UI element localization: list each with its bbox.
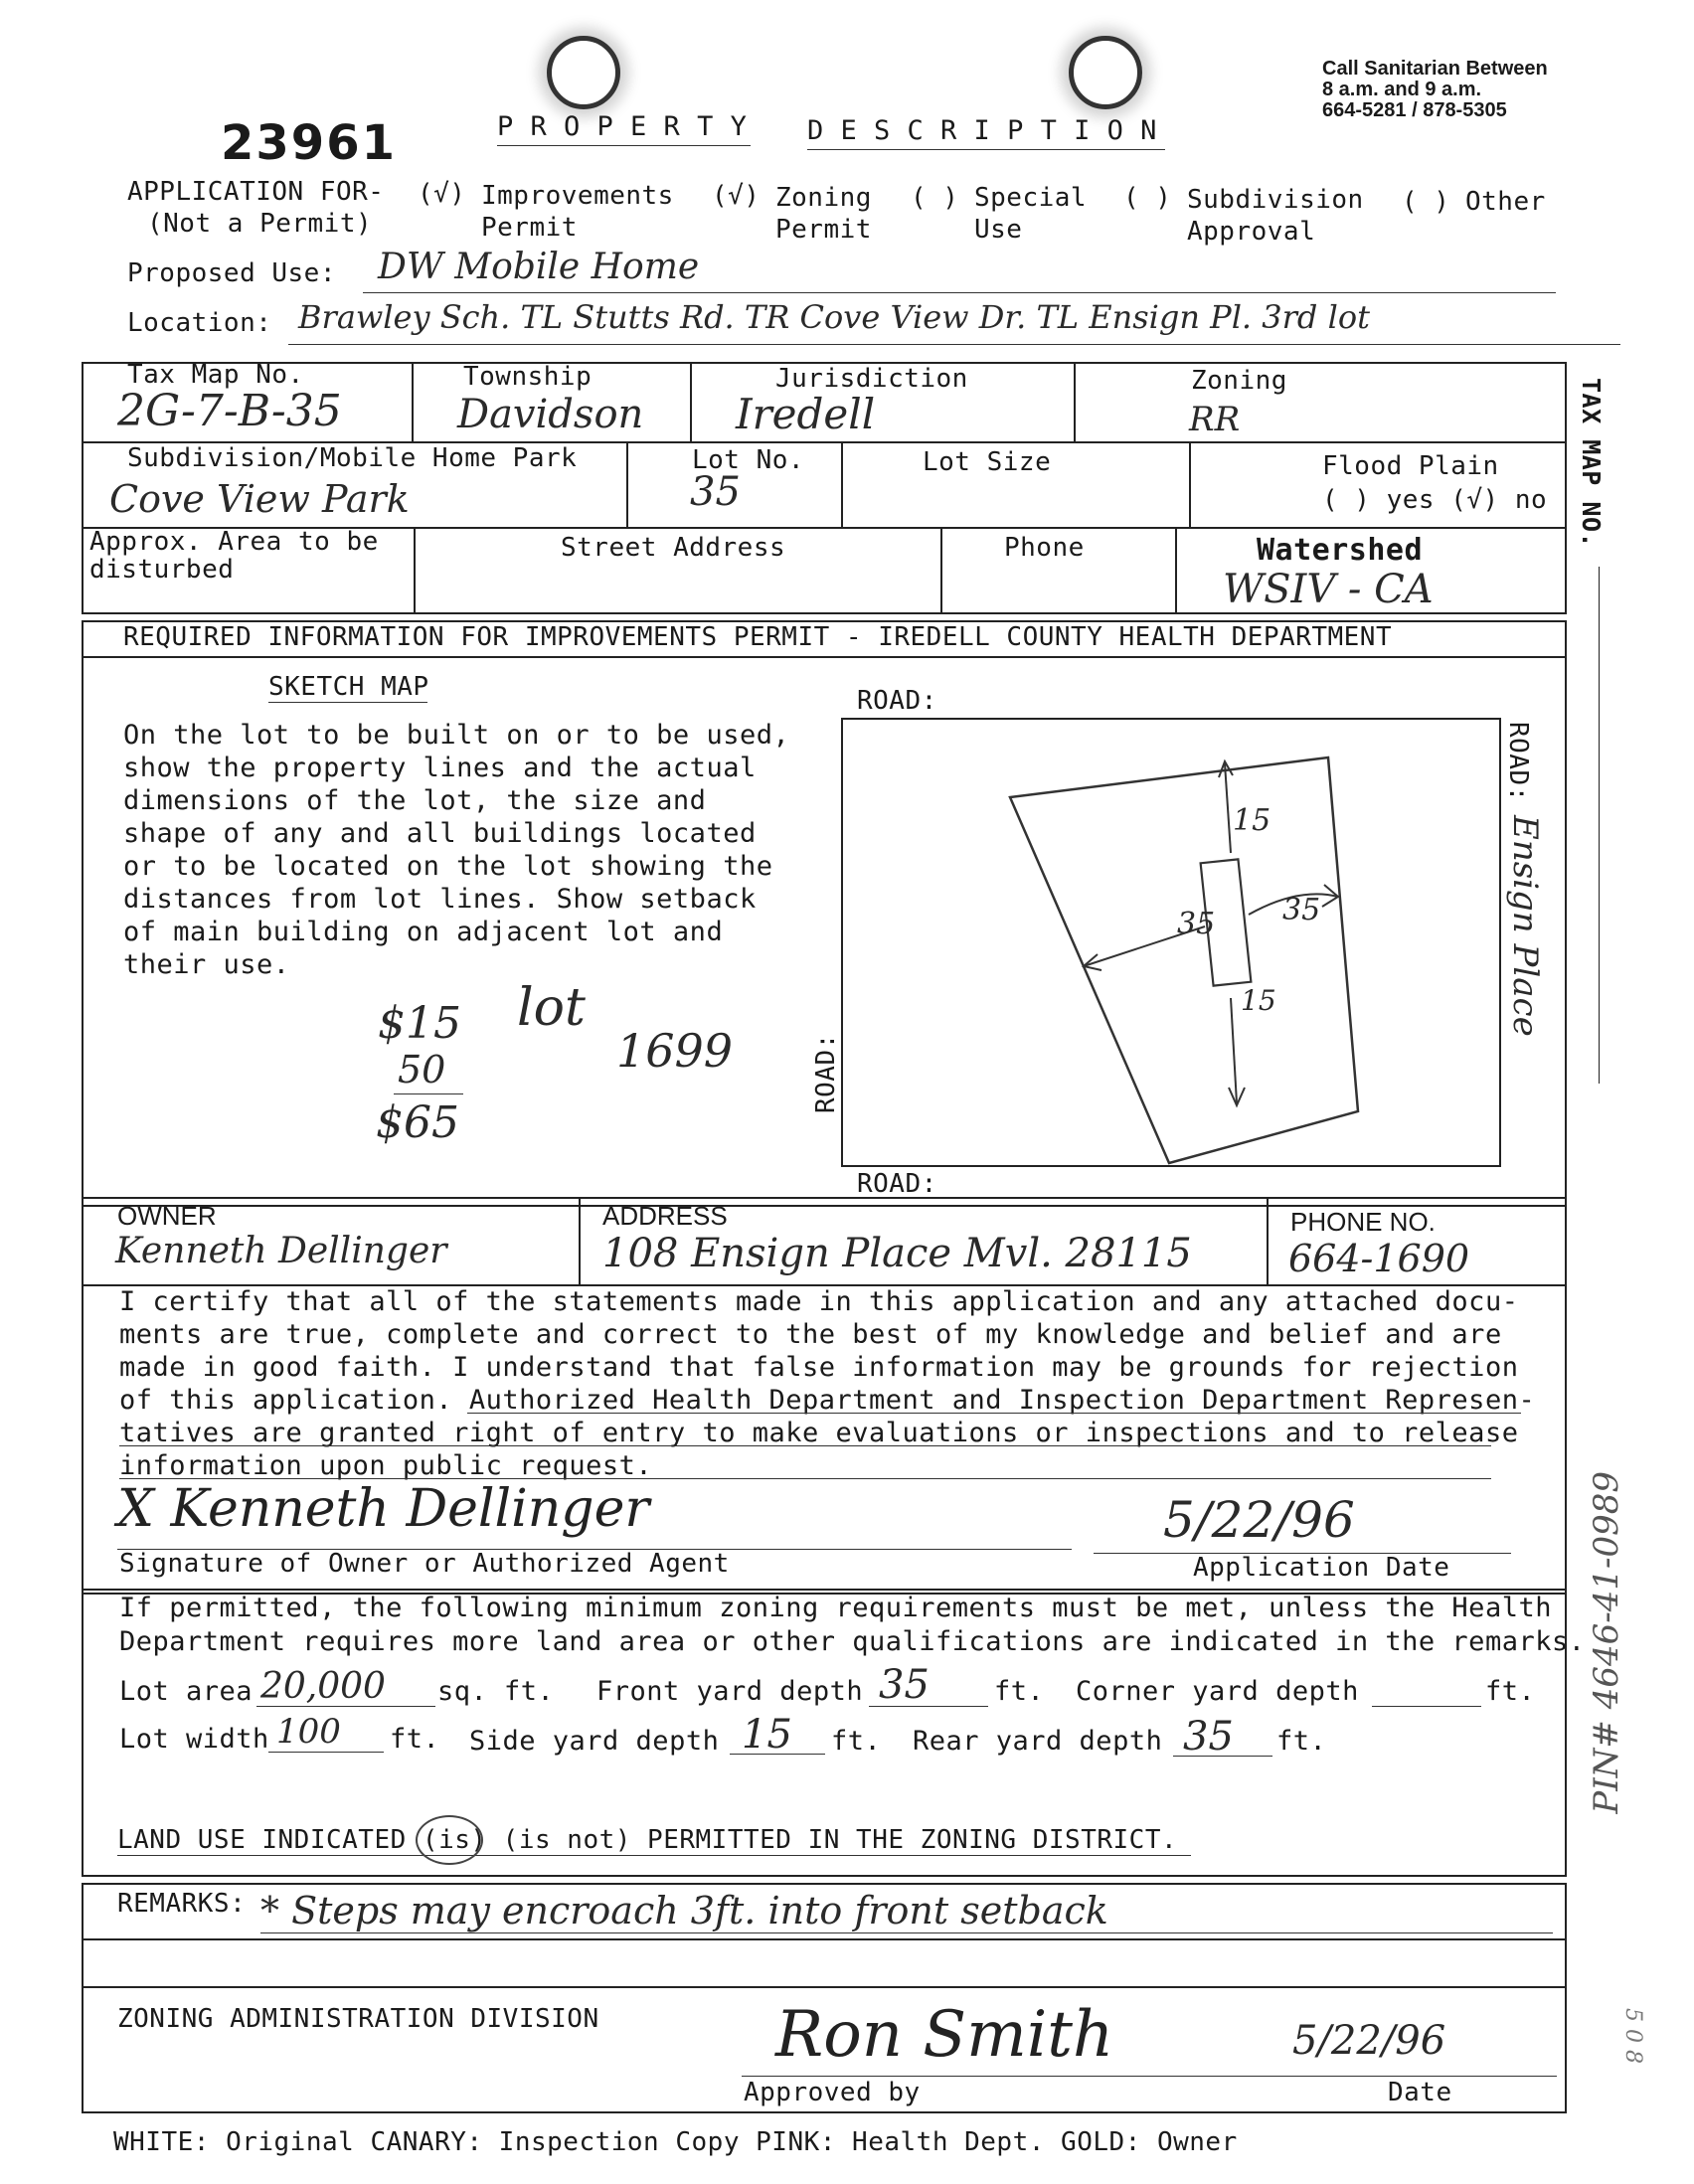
corner-yard-label: Corner yard depth <box>1076 1676 1359 1707</box>
sketch-instruction-8: their use. <box>123 949 290 980</box>
jurisdiction-value[interactable]: Iredell <box>736 390 876 438</box>
sketch-instruction-2: show the property lines and the actual <box>123 753 757 783</box>
subdivision-value[interactable]: Cove View Park <box>109 477 410 521</box>
area-disturbed-label-2: disturbed <box>89 555 235 585</box>
fee-amount-1: $15 <box>378 998 461 1049</box>
tax-map-no-side-label: TAX MAP NO. <box>1577 378 1606 549</box>
is-circle-mark <box>416 1815 483 1865</box>
road-top-label: ROAD: <box>857 686 937 716</box>
phone-no-label: PHONE NO. <box>1290 1207 1436 1237</box>
side-yard-label: Side yard depth <box>469 1726 720 1757</box>
lot-area-label: Lot area <box>119 1676 254 1707</box>
certify-line-3: made in good faith. I understand that false information may be grounds for rejection <box>119 1352 1519 1383</box>
grid-col-divider-7 <box>414 527 416 614</box>
front-yard-value[interactable]: 35 <box>879 1662 930 1708</box>
zoning-value[interactable]: RR <box>1189 400 1241 439</box>
area-disturbed-label-1: Approx. Area to be <box>89 527 379 557</box>
sketch-drawing <box>841 718 1501 1167</box>
other-checkbox[interactable]: ( ) <box>1402 187 1450 217</box>
approval-date-value[interactable]: 5/22/96 <box>1292 2018 1446 2064</box>
side-yard-unit: ft. <box>831 1726 882 1757</box>
grid-col-divider-4 <box>626 441 628 527</box>
grid-col-divider-2 <box>690 362 692 441</box>
corner-yard-unit: ft. <box>1485 1676 1536 1707</box>
sketch-instruction-7: of main building on adjacent lot and <box>123 917 724 947</box>
improvements-permit-label-2: Permit <box>481 213 578 243</box>
township-value[interactable]: Davidson <box>457 392 644 437</box>
rear-yard-value[interactable]: 35 <box>1183 1714 1234 1760</box>
copy-distribution-footer: WHITE: Original CANARY: Inspection Copy PINK: Health Dept. GOLD: Owner <box>113 2127 1238 2157</box>
address-value[interactable]: 108 Ensign Place Mvl. 28115 <box>602 1231 1192 1276</box>
remarks-divider-1 <box>82 1938 1567 1940</box>
fee-total: $65 <box>376 1097 459 1148</box>
special-use-label-2: Use <box>974 215 1023 245</box>
phone-label: Phone <box>1004 533 1085 563</box>
location-label: Location: <box>127 308 272 338</box>
sketch-instruction-6: distances from lot lines. Show setback <box>123 884 757 915</box>
watershed-value[interactable]: WSIV - CA <box>1223 567 1434 612</box>
corner-yard-line[interactable] <box>1372 1706 1481 1707</box>
proposed-use-value[interactable]: DW Mobile Home <box>378 247 700 287</box>
lot-area-value[interactable]: 20,000 <box>260 1666 386 1707</box>
lot-no-label: Lot No. <box>692 445 805 475</box>
remarks-line <box>260 1932 1553 1933</box>
certify-line-1: I certify that all of the statements made in this application and any attached docu- <box>119 1286 1519 1317</box>
signature-label: Signature of Owner or Authorized Agent <box>119 1549 730 1579</box>
grid-col-divider-6 <box>1189 441 1191 527</box>
certify-line-4: of this application. Authorized Health Department and Inspection Department Represen- <box>119 1385 1536 1416</box>
tax-map-side-line <box>1599 567 1600 1084</box>
zoning-permit-checkbox[interactable]: (√) <box>712 181 761 211</box>
jurisdiction-label: Jurisdiction <box>775 364 968 394</box>
certify-line-5: tatives are granted right of entry to make evaluations or inspections and to release <box>119 1418 1519 1448</box>
sketch-map-title-underline <box>268 702 427 703</box>
proposed-use-label: Proposed Use: <box>127 258 336 288</box>
certify-underline-1 <box>467 1413 1521 1414</box>
approval-line <box>742 2076 1557 2077</box>
remarks-label: REMARKS: <box>117 1889 247 1919</box>
lot-no-value[interactable]: 35 <box>690 469 741 515</box>
zoning-intro-line-2: Department requires more land area or other qualifications are indicated in the remarks. <box>119 1626 1586 1657</box>
grid-col-divider-8 <box>940 527 942 614</box>
receipt-note-2: 1699 <box>616 1024 734 1078</box>
rear-yard-label: Rear yard depth <box>913 1726 1163 1757</box>
owner-label: OWNER <box>117 1201 217 1231</box>
front-yard-line <box>869 1706 988 1707</box>
side-yard-line <box>730 1754 825 1755</box>
lot-width-unit: ft. <box>390 1724 440 1755</box>
certify-line-6: information upon public request. <box>119 1450 653 1481</box>
address-label: ADDRESS <box>602 1201 728 1231</box>
required-heading-divider <box>82 656 1567 658</box>
special-use-checkbox[interactable]: ( ) <box>911 183 959 213</box>
road-bottom-label: ROAD: <box>857 1169 937 1199</box>
road-right-name: Ensign Place <box>1505 815 1545 1037</box>
subdivision-approval-checkbox[interactable]: ( ) <box>1123 183 1172 213</box>
flood-plain-label: Flood Plain <box>1322 451 1499 481</box>
title-underline-1 <box>497 145 751 146</box>
application-date-value[interactable]: 5/22/96 <box>1163 1491 1355 1549</box>
owner-col-divider-2 <box>1267 1197 1269 1284</box>
fee-sum-line <box>394 1093 463 1094</box>
remarks-divider-2 <box>82 1986 1567 1988</box>
improvements-permit-label-1: Improvements <box>481 181 674 211</box>
required-info-heading: REQUIRED INFORMATION FOR IMPROVEMENTS PERMIT - IREDELL COUNTY HEALTH DEPARTMENT <box>123 622 1393 652</box>
zoning-admin-division: ZONING ADMINISTRATION DIVISION <box>117 2004 599 2034</box>
approver-signature[interactable]: Ron Smith <box>775 1998 1114 2072</box>
side-yard-value[interactable]: 15 <box>742 1712 792 1758</box>
lot-width-label: Lot width <box>119 1724 269 1755</box>
rear-yard-unit: ft. <box>1276 1726 1327 1757</box>
receipt-note-1: lot <box>517 978 586 1038</box>
remarks-value[interactable]: * Steps may encroach 3ft. into front setback <box>260 1889 1108 1932</box>
document-number: 23961 <box>221 115 397 171</box>
sketch-instruction-3: dimensions of the lot, the size and <box>123 785 707 816</box>
rear-yard-line <box>1173 1756 1272 1757</box>
location-value[interactable]: Brawley Sch. TL Stutts Rd. TR Cove View Dr. TL Ensign Pl. 3rd lot <box>298 298 1370 336</box>
zoning-permit-label-1: Zoning <box>775 183 872 213</box>
setback-left-dim: 35 <box>1177 907 1216 941</box>
front-yard-unit: ft. <box>994 1676 1045 1707</box>
owner-col-divider-1 <box>579 1197 581 1284</box>
proposed-use-line <box>363 292 1556 293</box>
grid-col-divider-5 <box>841 441 843 527</box>
front-yard-label: Front yard depth <box>596 1676 864 1707</box>
township-label: Township <box>463 362 593 392</box>
sketch-instruction-4: shape of any and all buildings located <box>123 818 757 849</box>
lot-size-label: Lot Size <box>923 447 1052 477</box>
approval-date-label: Date <box>1388 2078 1452 2107</box>
title-underline-2 <box>807 149 1165 150</box>
other-label: Other <box>1465 187 1546 217</box>
sketch-instruction-1: On the lot to be built on or to be used, <box>123 720 790 751</box>
page-title-part-2: D E S C R I P T I O N <box>807 115 1157 146</box>
pin-margin-note: PIN# 4646-41-0989 <box>1587 1471 1626 1814</box>
application-date-label: Application Date <box>1193 1553 1450 1583</box>
page-title-part-1: P R O P E R T Y <box>497 111 748 142</box>
street-address-label: Street Address <box>561 533 786 563</box>
road-left-label: ROAD: <box>811 1033 841 1113</box>
flood-plain-options[interactable]: ( ) yes (√) no <box>1322 485 1548 515</box>
land-use-underline <box>117 1855 1191 1856</box>
certify-line-2: ments are true, complete and correct to the best of my knowledge and belief and are <box>119 1319 1502 1350</box>
call-note-line-3: 664-5281 / 878-5305 <box>1322 99 1507 121</box>
lot-area-line <box>256 1706 435 1707</box>
approved-by-label: Approved by <box>744 2078 921 2107</box>
tax-map-label: Tax Map No. <box>127 360 304 390</box>
zoning-label: Zoning <box>1191 366 1287 396</box>
punch-hole-right <box>1069 36 1142 109</box>
sketch-instruction-5: or to be located on the lot showing the <box>123 851 773 882</box>
subdivision-approval-label-1: Subdivision <box>1187 185 1364 215</box>
tax-map-value[interactable]: 2G-7-B-35 <box>117 386 342 436</box>
call-note-line-1: Call Sanitarian Between <box>1322 58 1548 80</box>
grid-col-divider-3 <box>1074 362 1076 441</box>
subdivision-approval-label-2: Approval <box>1187 217 1316 247</box>
improvements-permit-checkbox[interactable]: (√) <box>418 179 466 209</box>
owner-signature[interactable]: X Kenneth Dellinger <box>117 1479 650 1539</box>
punch-hole-left <box>547 36 620 109</box>
fee-amount-2: 50 <box>398 1048 446 1092</box>
lot-width-value[interactable]: 100 <box>276 1712 341 1752</box>
special-use-label-1: Special <box>974 183 1088 213</box>
call-note-line-2: 8 a.m. and 9 a.m. <box>1322 79 1482 100</box>
setback-rear-dim: 15 <box>1241 984 1276 1017</box>
certify-underline-2 <box>119 1445 1491 1446</box>
application-for-label: APPLICATION FOR- <box>127 177 385 207</box>
not-a-permit-label: (Not a Permit) <box>147 209 373 239</box>
phone-no-value[interactable]: 664-1690 <box>1288 1237 1470 1280</box>
subdivision-label: Subdivision/Mobile Home Park <box>127 443 578 473</box>
setback-right-dim: 35 <box>1282 893 1321 927</box>
lot-outline <box>1010 757 1358 1163</box>
margin-numbers: 5 0 8 <box>1620 2008 1645 2064</box>
land-use-statement: LAND USE INDICATED (is) (is not) PERMITTED IN THE ZONING DISTRICT. <box>117 1825 1178 1855</box>
watershed-label: Watershed <box>1257 533 1424 568</box>
grid-col-divider-9 <box>1175 527 1177 614</box>
road-right-label: ROAD: <box>1503 722 1533 802</box>
lot-area-unit: sq. ft. <box>437 1676 555 1707</box>
grid-col-divider-1 <box>412 362 414 441</box>
setback-front-dim: 15 <box>1233 803 1271 838</box>
zoning-intro-line-1: If permitted, the following minimum zoning requirements must be met, unless the Health <box>119 1593 1552 1623</box>
location-line <box>288 344 1620 345</box>
lot-width-line <box>268 1752 384 1753</box>
zoning-permit-label-2: Permit <box>775 215 872 245</box>
owner-value[interactable]: Kenneth Dellinger <box>115 1231 447 1271</box>
sketch-map-title: SKETCH MAP <box>268 672 429 702</box>
